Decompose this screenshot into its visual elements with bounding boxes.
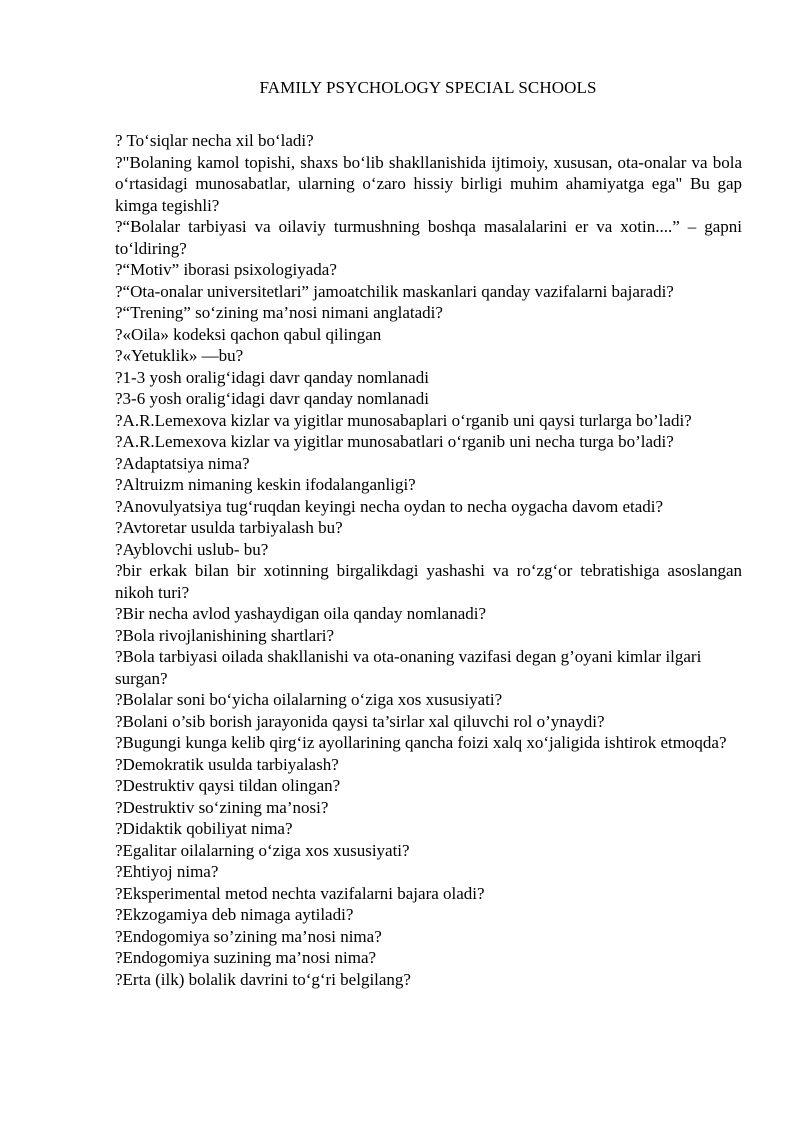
- question-item: ?A.R.Lemexova kizlar va yigitlar munosabatlari o‘rganib uni necha turga bo’ladi?: [115, 432, 674, 451]
- question-item: ?Eksperimental metod nechta vazifalarni bajara oladi?: [115, 883, 485, 903]
- question-item: ?Endogomiya suzining ma’nosi nima?: [115, 948, 377, 967]
- question-item: ?Ehtiyoj nima?: [115, 862, 219, 881]
- question-item: ?Ekzogamiya deb nimaga aytiladi?: [115, 905, 354, 924]
- question-item: ?Didaktik qobiliyat nima?: [115, 819, 293, 838]
- question-item: ?“Trening” so‘zining ma’nosi nimani anglatadi?: [115, 303, 443, 322]
- page-title: FAMILY PSYCHOLOGY SPECIAL SCHOOLS: [259, 78, 597, 97]
- question-item: ?bir erkak bilan bir xotinning birgalikdagi yashashi va ro‘zg‘or tebratishiga asoslangan nikoh turi?: [115, 561, 742, 602]
- question-item: ?«Oila» kodeksi qachon qabul qilingan: [115, 324, 382, 344]
- question-item: ?Avtoretar usulda tarbiyalash bu?: [115, 518, 343, 537]
- question-item: ?"Bolaning kamol topishi, shaxs bo‘lib shakllanishida ijtimoiy, xususan, ota-onalar va bola o‘rtasidagi munosabatlar, ularning o‘zaro hissiy birligi muhim ahamiyatga ega" Bu gap kimga tegishli?: [115, 152, 742, 215]
- question-item: ?Anovulyatsiya tug‘ruqdan keyingi necha oydan to necha oygacha davom etadi?: [115, 496, 664, 516]
- question-item: ?Adaptatsiya nima?: [115, 453, 250, 473]
- question-item: ?Ayblovchi uslub- bu?: [115, 539, 269, 559]
- question-item: ?Bolani o’sib borish jarayonida qaysi ta’sirlar xal qiluvchi rol o’ynaydi?: [115, 711, 605, 731]
- question-item: ?Bolalar soni bo‘yicha oilalarning o‘ziga xos xususiyati?: [115, 690, 503, 709]
- question-item: ?Erta (ilk) bolalik davrini to‘g‘ri belgilang?: [115, 969, 411, 989]
- question-item: ?Altruizm nimaning keskin ifodalanganligi?: [115, 475, 416, 494]
- question-item: ?Endogomiya so’zining ma’nosi nima?: [115, 926, 382, 946]
- question-item: ?«Yetuklik» —bu?: [115, 346, 244, 365]
- question-item: ?Destruktiv so‘zining ma’nosi?: [115, 797, 329, 817]
- question-item: ?Bola rivojlanishining shartlari?: [115, 625, 335, 645]
- question-item: ?A.R.Lemexova kizlar va yigitlar munosabaplari o‘rganib uni qaysi turlarga bo’ladi?: [115, 410, 692, 430]
- question-item: ?1-3 yosh oralig‘idagi davr qanday nomlanadi: [115, 367, 429, 387]
- question-item: ?Bola tarbiyasi oilada shakllanishi va ota-onaning vazifasi degan g’oyani kimlar ilgari surgan?: [115, 647, 702, 688]
- question-item: ?Bir necha avlod yashaydigan oila qanday nomlanadi?: [115, 604, 487, 623]
- question-item: ?“Ota-onalar universitetlari” jamoatchilik maskanlari qanday vazifalarni bajaradi?: [115, 281, 674, 301]
- question-item: ?3-6 yosh oralig‘idagi davr qanday nomlanadi: [115, 389, 429, 408]
- question-item: ?“Motiv” iborasi psixologiyada?: [115, 260, 337, 279]
- question-item: ?Destruktiv qaysi tildan olingan?: [115, 776, 341, 795]
- question-list: [115, 130, 742, 990]
- question-item: ?“Bolalar tarbiyasi va oilaviy turmushning boshqa masalalarini er va xotin....” – gapni to‘ldiring?: [115, 217, 742, 258]
- question-item: ? To‘siqlar necha xil bo‘ladi?: [115, 131, 314, 150]
- question-item: ?Bugungi kunga kelib qirg‘iz ayollarining qancha foizi xalq xo‘jaligida ishtirok etmoqda?: [115, 733, 727, 752]
- question-item: ?Egalitar oilalarning o‘ziga xos xususiyati?: [115, 840, 410, 860]
- question-item: ?Demokratik usulda tarbiyalash?: [115, 754, 339, 774]
